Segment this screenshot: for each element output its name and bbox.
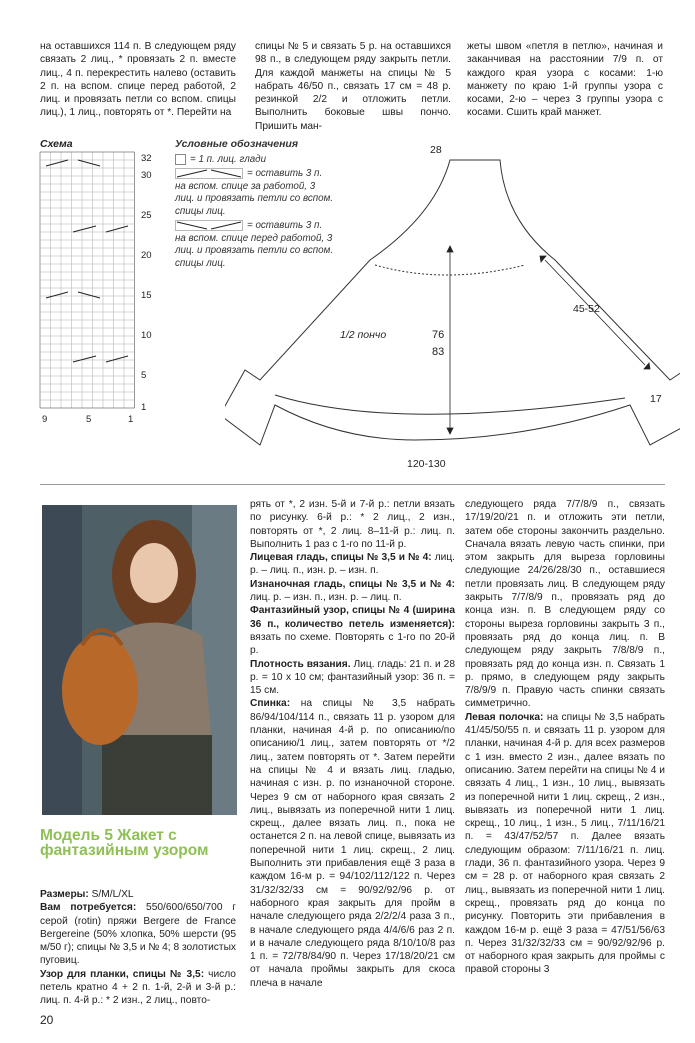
page-number: 20 bbox=[40, 1013, 54, 1027]
heading: Изнаночная гладь, спицы № 3,5 и № 4: bbox=[250, 578, 455, 590]
knitting-chart bbox=[38, 150, 158, 425]
poncho-schematic bbox=[225, 140, 680, 470]
band-label: Узор для планки, спицы № 3,5: bbox=[40, 968, 205, 980]
text-column-bottom-3 bbox=[465, 498, 665, 977]
paragraph: жеты швом «петля в петлю», начиная и заканчивая на расстоянии 7/9 п. от каждого края узора с косами: 1-ю манжету по краю 1-й группы узора с косами, 2-ю – через 3 группы узора с косами. Сшить край манжет. bbox=[467, 41, 663, 119]
square-icon bbox=[175, 154, 186, 165]
row-label: 20 bbox=[141, 250, 152, 261]
text-column-top-3 bbox=[467, 40, 663, 120]
divider bbox=[40, 484, 665, 485]
col-label: 5 bbox=[86, 414, 92, 425]
paragraph: рять от *, 2 изн. 5-й и 7-й р.: петли вязать по рисунку. 6-й р.: * 2 лиц., 2 изн., повторять от *, 2 лиц. 8–11-й р.: лиц. п. Выполнить 1 раз с 1-го по 11-й р. bbox=[250, 499, 455, 550]
col-label: 9 bbox=[42, 414, 48, 425]
chart-col-labels bbox=[42, 414, 133, 425]
paragraph: следующего ряда 7/7/8/9 п., связать 17/19/20/21 п. и отложить эти петли, затем обе стороны закончить раздельно. Сначала вязать левую часть спинки, при этом закрыть для выреза горловины следующие 24/26/28/30 п., оставшиеся петли провязать лиц. В следующем ряду закрыть 7/7/8/9 п., провязать ряд до конца изн. п. В следующем ряду со стороны выреза горловины закрыть 3 п., провязать ряд до конца лиц. п. В следующем ряду закрыть 7/8/8/9 п., провязать ряд до конца изн. п. Связать 1 р. прямо, в следующем ряду закрыть 7/8/9/9 п. Правую часть спинки связать симметрично. bbox=[465, 499, 665, 710]
col-label: 1 bbox=[128, 414, 134, 425]
paragraph: вязать по схеме. Повторять с 1-го по 20-й р. bbox=[250, 631, 455, 657]
sizes-label: Размеры: bbox=[40, 889, 89, 900]
sizes-value: S/M/L/XL bbox=[91, 889, 134, 900]
row-label: 15 bbox=[141, 290, 152, 301]
chart-row-labels bbox=[141, 153, 152, 413]
band-text: число петель кратно 4 + 2 п. 1-й, 2-й и 3-й р.: лиц. п. 4-й р.: * 2 изн., 2 лиц., повто- bbox=[40, 968, 236, 1007]
text-column-top-1 bbox=[40, 40, 236, 120]
dim-sleeve-length: 45-52 bbox=[573, 303, 600, 315]
legend-text: = оставить 3 п. на вспом. спице за работой, 3 лиц. и провязать петли со вспом. спицы лиц. bbox=[175, 168, 334, 217]
text-column-bottom-2 bbox=[250, 498, 455, 990]
needs-text: 550/600/650/700 г серой (rotin) пряжи Bergere de France Bergereine (50% хлопка, 50% шерсти (95 м/50 г); спицы № 3,5 и № 4; 8 золотистых пуговиц. bbox=[40, 902, 236, 967]
row-label: 32 bbox=[141, 153, 152, 164]
text-column-bottom-1 bbox=[40, 888, 236, 1008]
paragraph: на спицы № 3,5 набрать 41/45/50/55 п. и связать 11 р. узором для планки, начиная 4-й р. для всех размеров с 1 изн. вместо 2 изн., далее вязать по описанию. Затем перейти на спицы № 4 и связать 4 лиц., 1 изн., 10 лиц., вывязать из поперечной нити 1 лиц. скрещ., 2 изн., вывязать из поперечной нити 1 лиц. скрещ., 10 лиц., 1 изн., 5 лиц., 7/11/16/21 п. = 43/47/52/57 п. Далее вязать следующим образом: 7/11/16/21 п. лиц. глади, 36 п. фантазийного узора. Через 9 см = 28 р. от наборного края связать 2 лиц., вывязать из поперечной нити 1 лиц. скрещ., провязать ряд до конца по рисунку. Повторить эти прибавления в каждом 16-м р. ещё 3 раза = 47/51/56/63 п. Через 31/32/32/33 см = 90/92/92/96 р. от наборного края закрыть для проймы с правой стороны 3 bbox=[465, 711, 665, 976]
paragraph: лиц. р. – изн. п., изн. р. – лиц. п. bbox=[250, 592, 402, 604]
heading: Левая полочка: bbox=[465, 711, 544, 723]
dim-bottom-width: 120-130 bbox=[407, 458, 446, 470]
model-photo bbox=[42, 505, 237, 815]
row-label: 5 bbox=[141, 370, 147, 381]
row-label: 10 bbox=[141, 330, 152, 341]
legend-title: Условные обозначения bbox=[175, 138, 299, 150]
legend-text: = 1 п. лиц. глади bbox=[190, 153, 267, 165]
legend-text: = оставить 3 п. на вспом. спице перед работой, 3 лиц. и провязать петли со вспом. спицы лиц. bbox=[175, 220, 334, 269]
chart-title: Схема bbox=[40, 138, 73, 150]
dim-cuff: 17 bbox=[650, 393, 662, 405]
diagram-label: 1/2 пончо bbox=[340, 329, 387, 341]
text-column-top-2 bbox=[255, 40, 451, 133]
row-label: 1 bbox=[141, 402, 147, 413]
paragraph: на оставшихся 114 п. В следующем ряду связать 2 лиц., * провязать 2 п. вместе лиц., 4 п. перекрестить налево (оставить 2 п. на вспом. спице перед работой, 2 лиц. и провязать петли со вспом. спицы лиц.), 1 лиц., повторять от *. Перейти на bbox=[40, 41, 236, 119]
heading: Плотность вязания. bbox=[250, 658, 351, 670]
heading: Лицевая гладь, спицы № 3,5 и № 4: bbox=[250, 552, 432, 564]
heading: Спинка: bbox=[250, 698, 291, 710]
row-label: 30 bbox=[141, 170, 152, 181]
dim-top-width: 28 bbox=[430, 144, 442, 156]
model-title: Модель 5 Жакет с фантазийным узором bbox=[40, 827, 209, 859]
row-label: 25 bbox=[141, 210, 152, 221]
paragraph: спицы № 5 и связать 5 р. на оставшихся 98 п., в следующем ряду закрыть петли. Для каждой манжеты на спицы № 5 набрать 46/50 п., связать 17 см = 48 р. резинкой 2/2 и отложить петли. Выполнить боковые швы пончо. Пришить ман- bbox=[255, 41, 451, 132]
dim-height-a: 76 bbox=[432, 329, 445, 341]
paragraph: лиц. р. – лиц. п., изн. р. – изн. п. bbox=[250, 552, 455, 577]
needs-label: Вам потребуется: bbox=[40, 902, 137, 914]
dim-height-b: 83 bbox=[432, 346, 445, 358]
paragraph: на спицы № 3,5 набрать 86/94/104/114 п., связать 11 р. узором для планки, начиная 4-й р. по описанию/по описанию/1 лиц., затем повторять от */2 лиц., затем повторять от *. Затем перейти на спицы № 4 и вязать лиц. гладью, начиная с изн. р. по изнаночной стороне. Через 9 см от наборного края связать 2 лиц., вывязать из поперечной нити 1 лиц. скрещ., далее вязать лиц. п., пока не останется 2 п. на левой спице, вывязать из поперечной нити 1 лиц. скрещ., 2 лиц. Выполнить эти прибавления ещё 3 раза в каждом 16-м р. = 94/102/112/122 п. Через 31/32/32/33 см = 90/92/92/96 р. от наборного края закрыть для пройм в начале следующего ряда 2/2/2/4 раза 3 п., в начале следующего ряда 4/4/6/6 раз 2 п. и в начале следующего ряда 8/10/10/8 раз 1 п. = 72/78/84/90 п. Через 17/18/20/21 см от начала проймы закрыть для скоса плеча в начале bbox=[250, 698, 455, 989]
paragraph: Лиц. гладь: 21 п. и 28 р. = 10 x 10 см; фантазийный узор: 36 п. = 15 см. bbox=[250, 658, 455, 697]
heading: Фантазийный узор, спицы № 4 (ширина 36 п., количество петель изменяется): bbox=[250, 605, 455, 630]
